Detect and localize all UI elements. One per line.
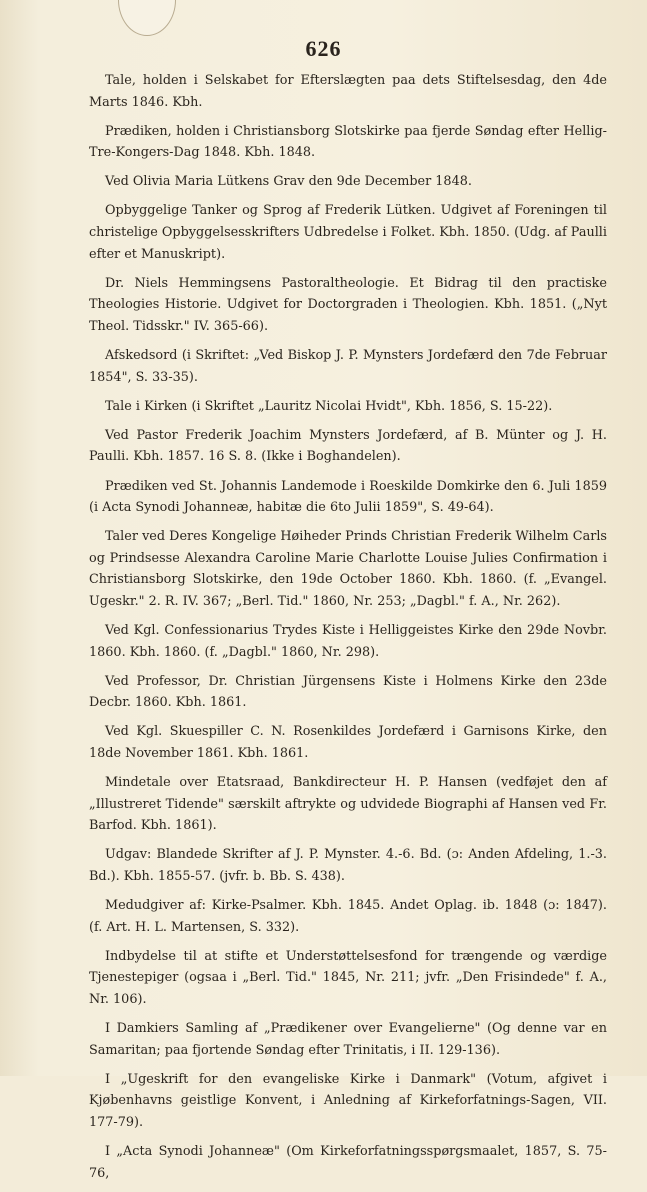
bibliography-entry: Indbydelse til at stifte et Understøttelsesfond for trængende og værdige Tjenestepiger (ogsaa i „Berl. Tid." 1845, Nr. 211; jvfr. „Den Frisindede" f. A., Nr. 106). <box>89 948 607 1007</box>
bibliography-entry: Medudgiver af: Kirke-Psalmer. Kbh. 1845. Andet Oplag. ib. 1848 (ɔ: 1847). (f. Art. H. L. Martensen, S. 332). <box>89 898 607 935</box>
bibliography-entry: Udgav: Blandede Skrifter af J. P. Mynster. 4.-6. Bd. (ɔ: Anden Afdeling, 1.-3. Bd.). Kbh. 1855-57. (jvfr. b. Bb. S. 438). <box>89 847 607 884</box>
bibliography-entry: Dr. Niels Hemmingsens Pastoraltheologie. Et Bidrag til den practiske Theologies Historie. Udgivet for Doctorgraden i Theologien. Kbh. 1851. („Nyt Theol. Tidsskr." IV. 365-66). <box>89 275 607 334</box>
bibliography-entry: Ved Olivia Maria Lütkens Grav den 9de December 1848. <box>105 174 472 190</box>
bibliography-list <box>89 70 607 1192</box>
bibliography-entry: Opbyggelige Tanker og Sprog af Frederik Lütken. Udgivet af Foreningen til christelige Opbyggelsesskrifters Udbredelse i Folket. Kbh. 1850. (Udg. af Paulli efter et Manuskript). <box>89 203 607 262</box>
bibliography-entry: Ved Professor, Dr. Christian Jürgensens Kiste i Holmens Kirke den 23de Decbr. 1860. Kbh. 1861. <box>89 673 607 711</box>
bibliography-entry: Prædiken, holden i Christiansborg Slotskirke paa fjerde Søndag efter Hellig-Tre-Kongers-Dag 1848. Kbh. 1848. <box>89 123 607 161</box>
binding-notch <box>118 0 176 36</box>
bibliography-entry: I „Ugeskrift for den evangeliske Kirke i Danmark" (Votum, afgivet i Kjøbenhavns geistlige Konvent, i Anledning af Kirkeforfatnings-Sagen, VII. 177-79). <box>89 1071 607 1130</box>
bibliography-entry: Ved Kgl. Confessionarius Trydes Kiste i Helliggeistes Kirke den 29de Novbr. 1860. Kbh. 1860. (f. „Dagbl." 1860, Nr. 298). <box>89 623 607 660</box>
bibliography-entry: Tale i Kirken (i Skriftet „Lauritz Nicolai Hvidt", Kbh. 1856, S. 15-22). <box>105 398 553 414</box>
bibliography-entry: Mindetale over Etatsraad, Bankdirecteur H. P. Hansen (vedføjet den af „Illustreret Tidende" særskilt aftrykte og udvidede Biographi af Hansen ved Fr. Barfod. Kbh. 1861). <box>89 775 607 834</box>
bibliography-entry: Ved Pastor Frederik Joachim Mynsters Jordefærd, af B. Münter og J. H. Paulli. Kbh. 1857. 16 S. 8. (Ikke i Boghandelen). <box>89 427 607 465</box>
bibliography-entry: I „Acta Synodi Johanneæ" (Om Kirkeforfatningsspørgsmaalet, 1857, S. 75-76, <box>89 1144 607 1181</box>
bibliography-entry: Prædiken ved St. Johannis Landemode i Roeskilde Domkirke den 6. Juli 1859 (i Acta Synodi Johanneæ, habitæ die 6to Julii 1859", S. 49-64). <box>89 478 607 516</box>
bibliography-entry: Ved Kgl. Skuespiller C. N. Rosenkildes Jordefærd i Garnisons Kirke, den 18de November 1861. Kbh. 1861. <box>89 724 607 762</box>
bibliography-entry: I Damkiers Samling af „Prædikener over Evangelierne" (Og denne var en Samaritan; paa fjortende Søndag efter Trinitatis, i II. 129-136). <box>89 1021 607 1058</box>
bibliography-entry: Afskedsord (i Skriftet: „Ved Biskop J. P. Mynsters Jordefærd den 7de Februar 1854", S. 33-35). <box>89 348 607 385</box>
bibliography-entry: Tale, holden i Selskabet for Efterslægten paa dets Stiftelsesdag, den 4de Marts 1846. Kbh. <box>89 73 607 110</box>
bibliography-entry: Taler ved Deres Kongelige Høiheder Prinds Christian Frederik Wilhelm Carls og Prindsesse Alexandra Caroline Marie Charlotte Louise Julies Confirmation i Christiansborg Slotskirke, den 19de October 1860. Kbh. 1860. (f. „Evangel. Ugeskr." 2. R. IV. 367; „Berl. Tid." 1860, Nr. 253; „Dagbl." f. A., Nr. 262). <box>89 529 607 609</box>
page-number: 626 <box>305 36 342 61</box>
